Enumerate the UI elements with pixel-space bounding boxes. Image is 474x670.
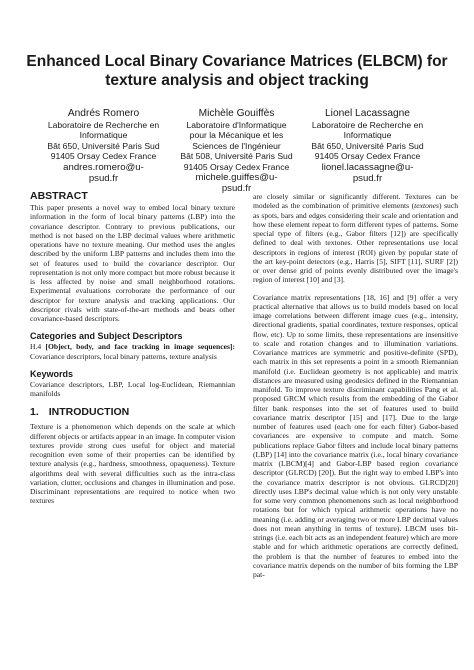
author-email: psud.fr <box>352 172 383 184</box>
author-name: Andrés Romero <box>67 108 140 119</box>
author-affiliation: 91405 Orsay Cedex France <box>314 151 421 162</box>
author-block <box>36 108 171 184</box>
author-affiliation: pour la Mécanique et les <box>189 130 284 141</box>
author-affiliation: 91405 Orsay Cedex France <box>183 161 290 172</box>
title-line: texture analysis and object tracking <box>105 72 369 89</box>
keywords-text: Covariance descriptors, LBP, Local log-Euclidean, Riemannian manifolds <box>30 379 235 398</box>
author-name: Michèle Gouiffès <box>198 108 275 119</box>
author-email: psud.fr <box>88 172 119 184</box>
abstract-heading: ABSTRACT <box>30 190 88 202</box>
author-affiliation: Informatique <box>79 130 128 141</box>
author-affiliation: Bât 650, Université Paris Sud <box>47 140 160 151</box>
categories-text <box>30 342 235 361</box>
author-block <box>169 108 304 194</box>
paragraph-text: are closely similar or significantly different. Textures can be modeled as the combination of primitive elements ( <box>253 192 458 211</box>
author-affiliation: Informatique <box>343 130 392 141</box>
author-email: andres.romero@u- <box>63 161 144 173</box>
paper-title <box>20 52 454 90</box>
author-email: lionel.lacassagne@u- <box>321 161 414 173</box>
category-code: H.4 <box>30 342 42 352</box>
author-name: Lionel Lacassagne <box>325 108 410 119</box>
paragraph-text: ) such as spots, bars and edges considering their scale and orientation and how these element repeat to form different types of patterns. Some special type of filters (e.g., Gabor filters [12]) are specifically defined to deal with textones. Other representations use local descriptors in regions of interest (ROI) given by popular state of the art key-point detectors (e.g., Harris [5], SIFT [11], SURF [2]) or over dense grid of points evenly distributed over the image's region of interest [10] and [3]. <box>253 201 458 285</box>
section-gap <box>30 323 235 331</box>
body-paragraph <box>253 192 458 285</box>
author-affiliation: Bât 650, Université Paris Sud <box>311 140 424 151</box>
categories-heading: Categories and Subject Descriptors <box>30 331 183 342</box>
author-email: psud.fr <box>221 183 252 195</box>
author-affiliation: 91405 Orsay Cedex France <box>50 151 157 162</box>
section-gap <box>30 361 235 369</box>
author-affiliation: Bât 508, Université Paris Sud <box>180 151 293 162</box>
abstract-text: This paper presents a novel way to embed local binary texture information in the form of local binary patterns (LBP) into the covariance descriptor. Contrary to previous publications, our method is not based on the LBP decimal values where arithmetic operations have no texture meaning. Our method uses the angles described by the uniform LBP patterns and includes them into the set of features used to build the covariance descriptor. Our representation is not only more compact but more robust because it is less affected by noise and small neighborhood rotations. Experimental evaluations corroborate the performance of our descriptor for texture analysis and tracking applications. Our descriptor rivals with state-of-the-art methods and beats other covariance-based descriptors. <box>30 203 235 323</box>
section-number: 1. <box>30 406 39 419</box>
author-affiliation: Sciences de l'Ingénieur <box>192 140 281 151</box>
author-block <box>300 108 435 184</box>
right-column <box>253 192 458 579</box>
title-line: Enhanced Local Binary Covariance Matrices (ELBCM) for <box>26 53 448 70</box>
author-affiliation: Laboratoire de Recherche en <box>47 120 160 130</box>
category-descriptors: Covariance descriptors, local binary patterns, texture analysis <box>30 351 217 361</box>
category-bracket: [Object, body, and face tracking in image sequences]: <box>45 342 235 352</box>
introduction-text: Texture is a phenomenon which depends on the scale at which different objects or artifacts appear in an image. In computer vision textures provide strong cues useful for object and material recognition even some of their properties can be identified by texture analysis (e.g., hardness, smoothness, opaqueness). Texture algorithms deal with several difficulties such as the intra-class variation, clutter, occlusions and changes in illumination and pose. Discriminant representations are required to notice when two textures <box>30 422 235 506</box>
introduction-heading <box>30 406 235 419</box>
section-title: INTRODUCTION <box>48 406 130 419</box>
left-column <box>30 190 235 506</box>
italic-term: textones <box>414 201 440 211</box>
author-affiliation: Laboratoire de Recherche en <box>311 120 424 130</box>
author-affiliation: Laboratoire d'Informatique <box>186 120 287 130</box>
author-email: michele.guiffes@u- <box>195 172 278 184</box>
section-gap <box>30 398 235 406</box>
body-paragraph: Covariance matrix representations [18, 16] and [9] offer a very practical alternative that allows us to build models based on local image correlations between different image cues (e.g., intensity, directional gradients, spatial coordinates, texture responses, optical flow, etc). Up to some limits, these representations are insensitive to scale and rotation changes and to illumination variations. Covariance matrices are symmetric and positive-definite (SPD), each matrix in this set represents a point in a smooth Riemannian manifold (i.e. Euclidean geometry is not applicable) and matrix distances are measured using geodesics defined in the Riemannian manifold. To improve texture discriminant capabilities Pang et al. proposed GRCM which results from the embedding of the Gabor filter bank responses into the set of features used to build covariance matrix descriptor [15] and [17]. Due to the large number of features used (each one for each filter) Gabor-based covariances are expensive to compute and match. Some publications replace Gabor filters and include local binary patterns (LBP) [14] into the covariance matrix (i.e., local binary covariance matrix (LBCM)[4] and Gabor-LBP based region covariance descriptor (GLRCD) [20]). But the right way to embed LBP's into the covariance matrix descriptor is not obvious. GLRCD[20] directly uses LBP's decimal value which is not only very unstable for some very common phenomenons such as local neighborhood rotations but for which typical arithmetic operations have no meaning (i.e. adding or averaging two or more LBP decimal values does not mean anything in terms of texture). LBCM uses bit-strings (i.e. each bit acts as an independent feature) which are more stable and for which arithmetic operations are correctly defined, the problem is that the number of features to embed into the covariance matrix depends on the number of bits forming the LBP pat- <box>253 292 458 579</box>
keywords-heading: Keywords <box>30 368 74 379</box>
